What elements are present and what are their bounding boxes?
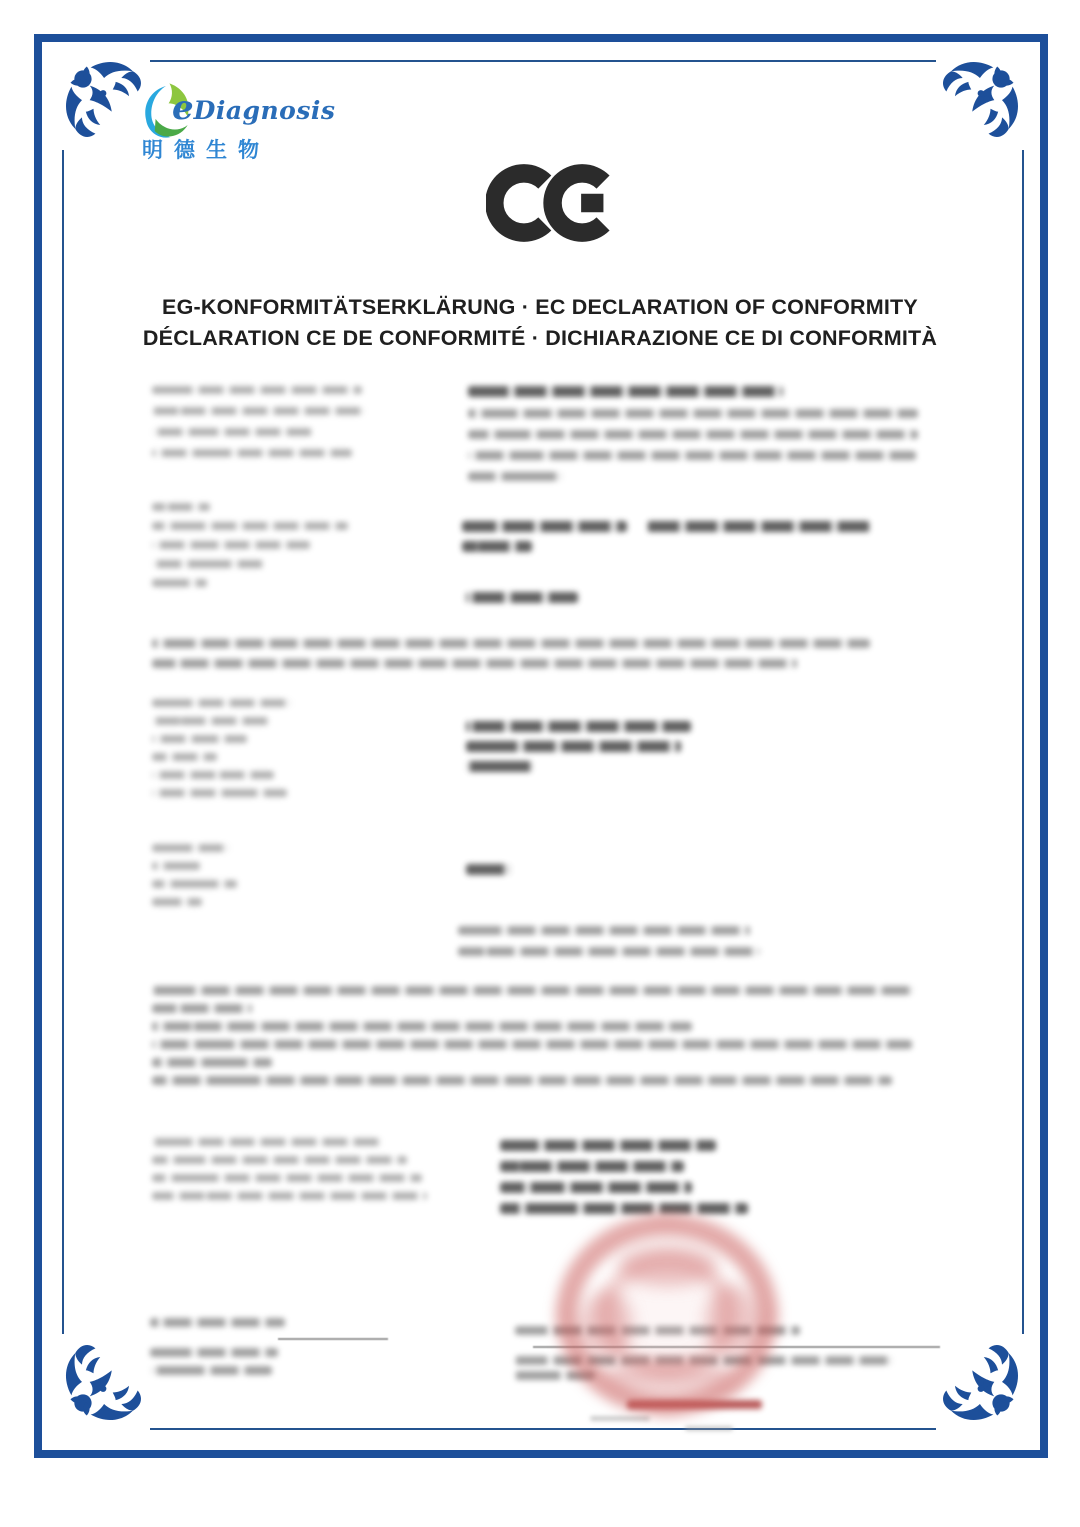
redacted-line <box>152 735 247 743</box>
redacted-line <box>152 428 312 436</box>
redacted-line <box>152 789 287 797</box>
redacted-line <box>152 1022 692 1031</box>
title-line-2: DÉCLARATION CE DE CONFORMITÉ · DICHIARAZIONE CE DI CONFORMITÀ <box>142 326 938 350</box>
manufacturer-details <box>468 386 918 481</box>
class-value <box>466 864 511 875</box>
logo-wordmark <box>172 88 336 128</box>
redacted-line <box>468 386 783 397</box>
corner-ornament-icon <box>58 1332 154 1428</box>
redacted-line <box>150 1318 285 1327</box>
logo-brand-text: Diagnosis <box>193 96 336 125</box>
logo-chinese-name: 明德生物 <box>142 139 270 162</box>
redacted-line <box>152 880 237 888</box>
redacted-line <box>152 1058 272 1067</box>
redacted-line <box>152 699 292 707</box>
assessment-labels <box>152 1138 427 1200</box>
ce-mark <box>486 162 618 244</box>
redacted-line <box>152 898 202 906</box>
inner-frame-line-bottom <box>150 1428 936 1430</box>
stamp-faint-marks-2 <box>685 1426 733 1431</box>
red-seal-stamp-detail <box>580 1290 632 1360</box>
signatory-name <box>150 1318 285 1327</box>
redacted-line <box>466 592 578 603</box>
redacted-line <box>500 1182 692 1193</box>
redacted-line <box>152 862 200 870</box>
redacted-line <box>466 741 681 752</box>
class-labels <box>152 844 237 906</box>
corner-ornament-icon <box>930 54 1026 150</box>
document-title <box>0 292 1080 354</box>
redacted-line <box>152 771 274 779</box>
redacted-line <box>152 449 352 457</box>
redacted-line <box>152 1004 252 1013</box>
compliance-paragraph <box>152 986 914 1085</box>
redacted-line <box>152 1192 427 1200</box>
redacted-line <box>152 717 270 725</box>
redacted-line <box>152 659 797 668</box>
redacted-line <box>152 386 362 394</box>
inner-frame-line-top <box>150 60 936 62</box>
redacted-line <box>466 721 691 732</box>
redacted-line <box>466 761 533 772</box>
redacted-line <box>152 844 230 852</box>
redacted-line <box>500 1203 748 1214</box>
redacted-line <box>152 1138 382 1146</box>
redacted-line <box>468 451 916 460</box>
declaration-statement <box>152 639 870 668</box>
signatory-role <box>150 1348 278 1375</box>
manufacturer-labels <box>152 386 365 457</box>
redacted-line <box>500 1161 684 1172</box>
directive-references <box>458 926 760 956</box>
redacted-line <box>150 1348 278 1357</box>
product-labels <box>152 699 292 797</box>
redacted-line <box>500 1140 716 1151</box>
redacted-line <box>515 1371 600 1380</box>
redacted-line <box>152 1156 407 1164</box>
signature-line-left <box>278 1338 388 1340</box>
ec-rep-labels <box>152 503 348 587</box>
redacted-line <box>627 1400 762 1409</box>
redacted-line <box>152 1076 892 1085</box>
red-seal-stamp-detail <box>706 1284 758 1358</box>
red-seal-stamp-detail <box>606 1358 730 1392</box>
redacted-line <box>458 947 760 956</box>
redacted-line <box>152 503 210 511</box>
redacted-line <box>462 541 532 552</box>
redacted-line <box>152 753 217 761</box>
redacted-line <box>468 472 563 481</box>
product-details <box>466 721 691 772</box>
redacted-line <box>152 1040 912 1049</box>
company-logo <box>136 78 396 170</box>
redacted-line <box>685 1426 733 1431</box>
redacted-line <box>462 521 627 532</box>
ec-rep-details-address <box>647 521 870 532</box>
redacted-line <box>458 926 750 935</box>
logo-script-e: e <box>172 88 194 128</box>
redacted-line <box>468 409 918 418</box>
redacted-line <box>278 1338 388 1340</box>
redacted-line <box>468 430 918 439</box>
stamp-bottom-text <box>627 1400 762 1409</box>
redacted-line <box>152 639 870 648</box>
ec-rep-details <box>462 521 627 552</box>
redacted-line <box>152 579 207 587</box>
redacted-line <box>590 1416 650 1421</box>
redacted-line <box>152 986 914 995</box>
title-line-1: EG-KONFORMITÄTSERKLÄRUNG · EC DECLARATION OF CONFORMITY <box>162 295 918 319</box>
redacted-line <box>152 560 264 568</box>
redacted-line <box>152 522 348 530</box>
corner-ornament-icon <box>930 1332 1026 1428</box>
assessment-details <box>500 1140 748 1214</box>
redacted-line <box>466 864 511 875</box>
redacted-line <box>152 541 310 549</box>
redacted-line <box>647 521 870 532</box>
redacted-line <box>152 407 365 415</box>
redacted-line <box>152 1174 422 1182</box>
red-seal-stamp-detail <box>618 1244 718 1286</box>
redacted-line <box>150 1366 272 1375</box>
reference-number <box>466 592 578 603</box>
stamp-faint-marks <box>590 1416 650 1421</box>
